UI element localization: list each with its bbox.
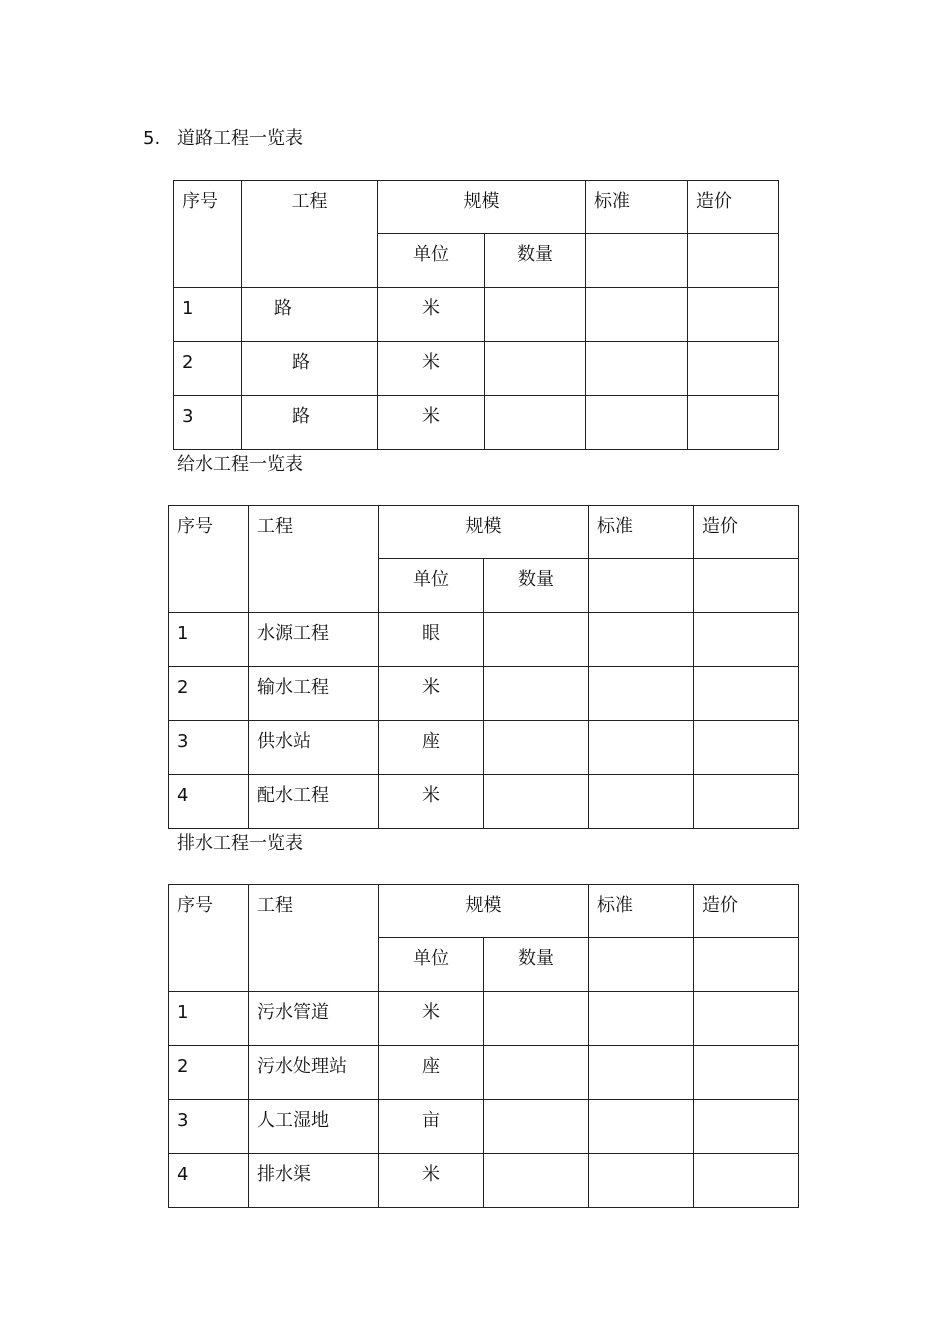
row-quantity xyxy=(484,1046,589,1100)
row-standard xyxy=(589,1154,694,1208)
row-project: 人工湿地 xyxy=(249,1100,379,1154)
row-standard xyxy=(586,288,688,342)
header-standard: 标准 xyxy=(589,506,694,559)
row-standard xyxy=(589,721,694,775)
header-project: 工程 xyxy=(249,885,379,992)
row-seq: 2 xyxy=(169,667,249,721)
header-cost: 造价 xyxy=(688,181,779,234)
row-unit: 眼 xyxy=(379,613,484,667)
row-quantity xyxy=(484,992,589,1046)
row-unit: 米 xyxy=(379,1154,484,1208)
empty-cell xyxy=(589,938,694,992)
row-standard xyxy=(589,667,694,721)
row-seq: 2 xyxy=(174,342,242,396)
row-quantity xyxy=(485,396,586,450)
row-standard xyxy=(589,613,694,667)
row-cost xyxy=(694,775,799,829)
row-unit: 米 xyxy=(378,396,485,450)
row-unit: 米 xyxy=(379,775,484,829)
water-supply-table xyxy=(168,505,799,829)
header-scale: 规模 xyxy=(379,506,589,559)
row-cost xyxy=(694,613,799,667)
road-works-table xyxy=(173,180,779,450)
header-seq: 序号 xyxy=(174,181,242,288)
row-standard xyxy=(586,396,688,450)
header-seq: 序号 xyxy=(169,885,249,992)
row-unit: 米 xyxy=(379,667,484,721)
row-project: 路 xyxy=(242,288,378,342)
row-seq: 3 xyxy=(169,1100,249,1154)
row-seq: 4 xyxy=(169,1154,249,1208)
drainage-table-title: 排水工程一览表 xyxy=(177,833,303,854)
row-seq: 3 xyxy=(169,721,249,775)
header-unit: 单位 xyxy=(379,938,484,992)
row-standard xyxy=(586,342,688,396)
section-heading-road xyxy=(143,128,303,150)
empty-cell xyxy=(694,938,799,992)
road-table-title: 道路工程一览表 xyxy=(177,128,303,149)
header-scale: 规模 xyxy=(378,181,586,234)
table-row xyxy=(169,1046,799,1100)
row-cost xyxy=(694,1046,799,1100)
row-quantity xyxy=(484,775,589,829)
row-project: 污水处理站 xyxy=(249,1046,379,1100)
empty-cell xyxy=(694,559,799,613)
header-quantity: 数量 xyxy=(484,559,589,613)
header-unit: 单位 xyxy=(378,234,485,288)
row-cost xyxy=(694,721,799,775)
row-unit: 座 xyxy=(379,1046,484,1100)
row-seq: 3 xyxy=(174,396,242,450)
table-row xyxy=(174,288,779,342)
row-project: 路 xyxy=(242,396,378,450)
table-row xyxy=(169,1100,799,1154)
row-cost xyxy=(694,1100,799,1154)
row-cost xyxy=(694,1154,799,1208)
row-project: 配水工程 xyxy=(249,775,379,829)
row-quantity xyxy=(484,1154,589,1208)
table-row xyxy=(169,1154,799,1208)
row-cost xyxy=(694,992,799,1046)
row-quantity xyxy=(484,721,589,775)
row-seq: 2 xyxy=(169,1046,249,1100)
header-standard: 标准 xyxy=(586,181,688,234)
row-seq: 1 xyxy=(174,288,242,342)
row-quantity xyxy=(485,342,586,396)
row-project: 供水站 xyxy=(249,721,379,775)
empty-cell xyxy=(589,559,694,613)
row-unit: 米 xyxy=(378,288,485,342)
header-cost: 造价 xyxy=(694,506,799,559)
row-cost xyxy=(688,396,779,450)
table-row xyxy=(169,992,799,1046)
row-unit: 亩 xyxy=(379,1100,484,1154)
header-unit: 单位 xyxy=(379,559,484,613)
row-standard xyxy=(589,992,694,1046)
row-seq: 1 xyxy=(169,992,249,1046)
table-row xyxy=(169,775,799,829)
row-cost xyxy=(694,667,799,721)
row-unit: 米 xyxy=(379,992,484,1046)
row-quantity xyxy=(484,613,589,667)
table-row xyxy=(169,667,799,721)
row-seq: 1 xyxy=(169,613,249,667)
empty-cell xyxy=(586,234,688,288)
row-quantity xyxy=(484,667,589,721)
row-project: 污水管道 xyxy=(249,992,379,1046)
header-quantity: 数量 xyxy=(485,234,586,288)
table-row xyxy=(169,613,799,667)
row-seq: 4 xyxy=(169,775,249,829)
row-quantity xyxy=(484,1100,589,1154)
drainage-table xyxy=(168,884,799,1208)
header-quantity: 数量 xyxy=(484,938,589,992)
header-scale: 规模 xyxy=(379,885,589,938)
header-cost: 造价 xyxy=(694,885,799,938)
row-project: 排水渠 xyxy=(249,1154,379,1208)
water-supply-table-title: 给水工程一览表 xyxy=(177,454,303,475)
table-row xyxy=(174,396,779,450)
row-standard xyxy=(589,1100,694,1154)
row-standard xyxy=(589,1046,694,1100)
table-row xyxy=(169,721,799,775)
empty-cell xyxy=(688,234,779,288)
row-unit: 座 xyxy=(379,721,484,775)
row-project: 水源工程 xyxy=(249,613,379,667)
row-unit: 米 xyxy=(378,342,485,396)
section-number: 5. xyxy=(143,128,161,149)
row-cost xyxy=(688,342,779,396)
row-quantity xyxy=(485,288,586,342)
row-project: 输水工程 xyxy=(249,667,379,721)
row-cost xyxy=(688,288,779,342)
header-seq: 序号 xyxy=(169,506,249,613)
row-project: 路 xyxy=(242,342,378,396)
row-standard xyxy=(589,775,694,829)
header-standard: 标准 xyxy=(589,885,694,938)
table-row xyxy=(174,342,779,396)
header-project: 工程 xyxy=(242,181,378,288)
header-project: 工程 xyxy=(249,506,379,613)
